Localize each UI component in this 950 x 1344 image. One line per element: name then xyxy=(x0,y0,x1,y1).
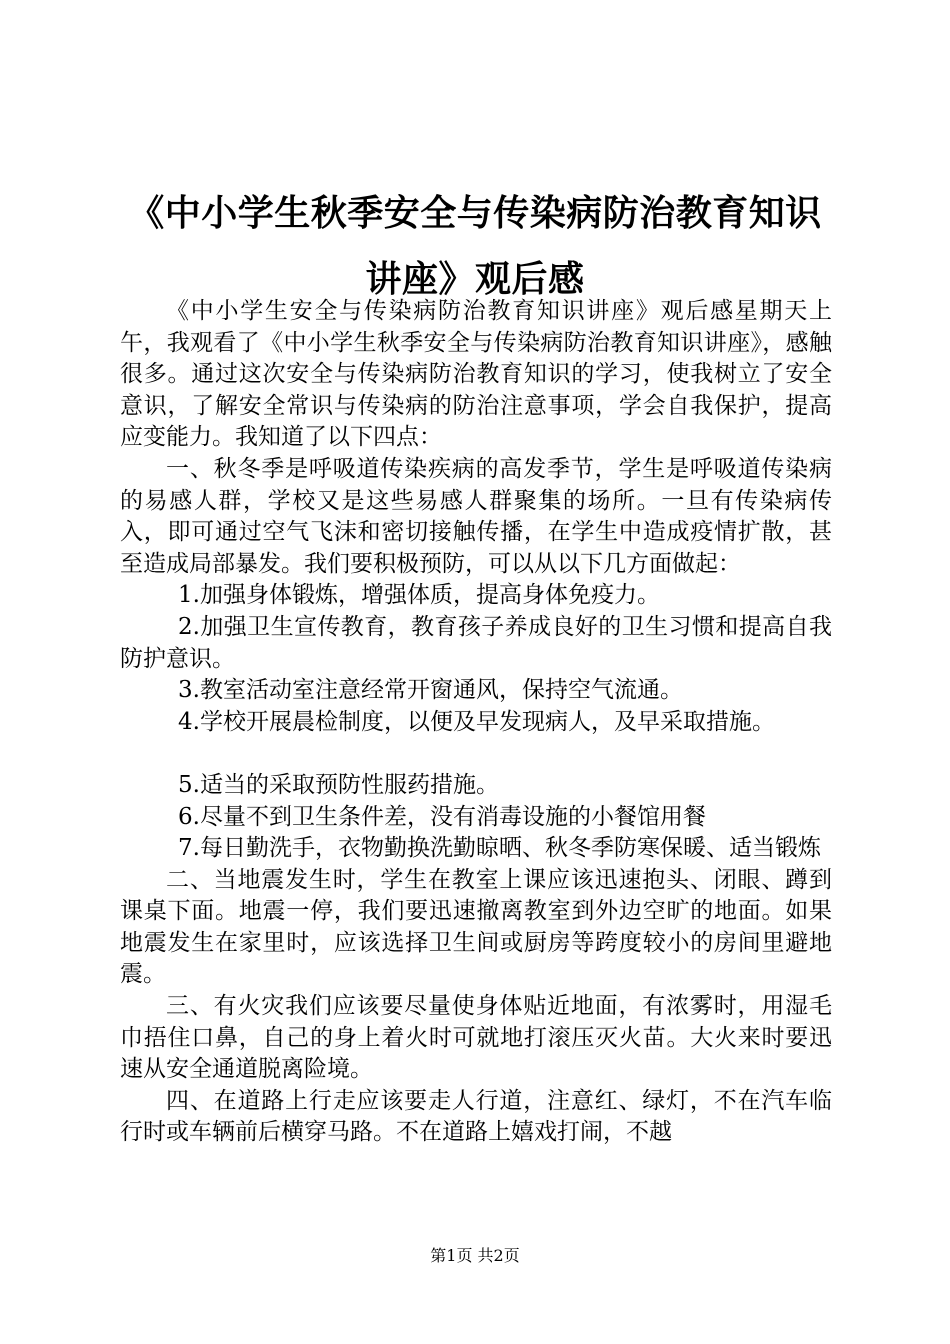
page-footer: 第1页 共2页 xyxy=(430,1246,520,1265)
list-item: 3.教室活动室注意经常开窗通风，保持空气流通。 xyxy=(178,677,683,704)
document-body xyxy=(120,296,832,1149)
section-three-paragraph: 三、有火灾我们应该要尽量使身体贴近地面，有浓雾时，用湿毛巾捂住口鼻，自己的身上着火时可就地打滚压灭火苗。大火来时要迅速从安全通道脱离险境。 xyxy=(120,993,832,1083)
intro-paragraph: 《中小学生安全与传染病防治教育知识讲座》观后感星期天上午，我观看了《中小学生秋季安全与传染病防治教育知识讲座》，感触很多。通过这次安全与传染病防治教育知识的学习，使我树立了安全意识，了解安全常识与传染病的防治注意事项，学会自我保护，提高应变能力。我知道了以下四点： xyxy=(120,298,832,451)
document-title: 《中小学生秋季安全与传染病防治教育知识讲座》观后感 xyxy=(128,192,822,300)
list-item: 4.学校开展晨检制度，以便及早发现病人，及早采取措施。 xyxy=(178,708,775,735)
list-item: 5.适当的采取预防性服药措施。 xyxy=(178,771,499,798)
list-item: 7.每日勤洗手，衣物勤换洗勤晾晒、秋冬季防寒保暖、适当锻炼 xyxy=(178,835,821,862)
section-one-paragraph: 一、秋冬季是呼吸道传染疾病的高发季节，学生是呼吸道传染病的易感人群，学校又是这些易感人群聚集的场所。一旦有传染病传入，即可通过空气飞沫和密切接触传播，在学生中造成疫情扩散，甚至造成局部暴发。我们要积极预防，可以从以下几方面做起： xyxy=(120,455,832,577)
blank-line xyxy=(120,738,832,770)
section-four-paragraph: 四、在道路上行走应该要走人行道，注意红、绿灯，不在汽车临行时或车辆前后横穿马路。不在道路上嬉戏打闹，不越 xyxy=(120,1087,832,1146)
list-item: 2.加强卫生宣传教育，教育孩子养成良好的卫生习惯和提高自我防护意识。 xyxy=(120,613,832,672)
section-two-paragraph: 二、当地震发生时，学生在教室上课应该迅速抱头、闭眼、蹲到课桌下面。地震一停，我们要迅速撤离教室到外边空旷的地面。如果地震发生在家里时，应该选择卫生间或厨房等跨度较小的房间里避地震。 xyxy=(120,866,832,988)
list-item: 1.加强身体锻炼，增强体质，提高身体免疫力。 xyxy=(178,582,660,609)
list-item: 6.尽量不到卫生条件差，没有消毒设施的小餐馆用餐 xyxy=(178,803,706,830)
